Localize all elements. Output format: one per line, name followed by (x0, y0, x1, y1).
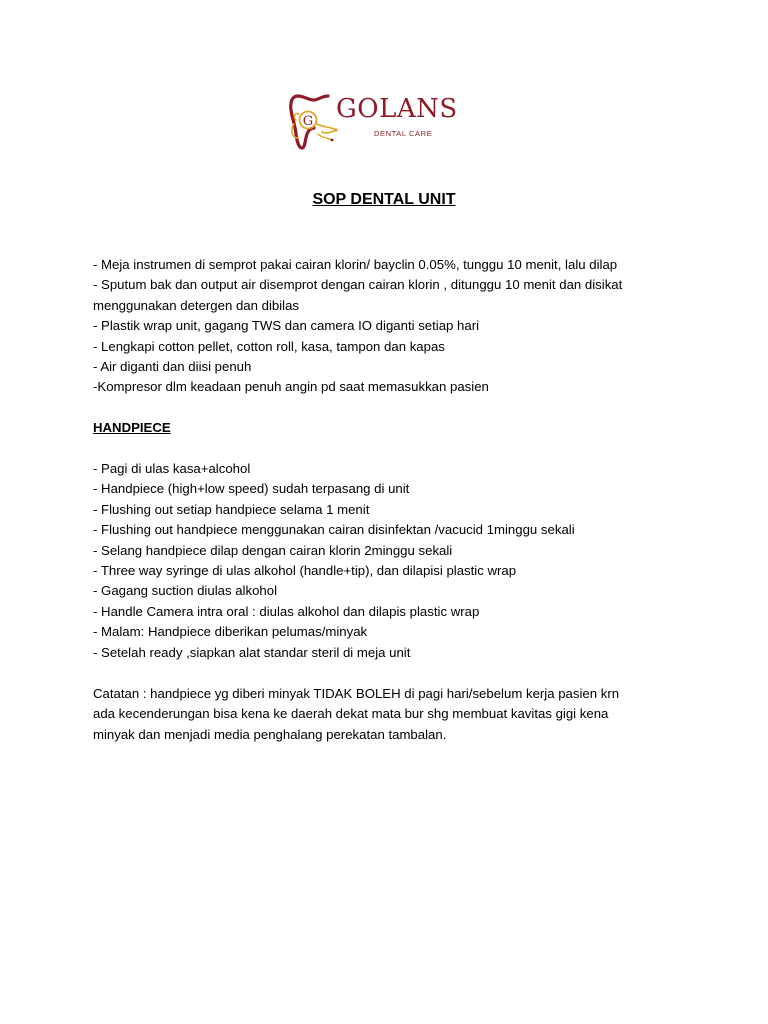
logo-brand-name: GOLANS (336, 94, 458, 124)
list-item: - Malam: Handpiece diberikan pelumas/minyak (93, 624, 368, 640)
list-item: - Pagi di ulas kasa+alcohol (93, 461, 251, 476)
list-item: - Meja instrumen di semprot pakai cairan klorin/ bayclin 0.05%, tunggu 10 menit, lalu dilap (93, 257, 618, 272)
handpiece-heading: HANDPIECE (93, 420, 171, 435)
note-line: Catatan : handpiece yg diberi minyak TIDAK BOLEH di pagi hari/sebelum kerja pasien krn (93, 686, 620, 701)
unit-procedure-list (93, 255, 693, 398)
tooth-logo-icon (288, 90, 340, 152)
list-item: - Handpiece (high+low speed) sudah terpasang di unit (93, 481, 410, 497)
list-item: - Setelah ready ,siapkan alat standar steril di meja unit (93, 644, 411, 660)
list-item: - Flushing out handpiece menggunakan cairan disinfektan /vacucid 1minggu sekali (93, 522, 575, 538)
list-item: - Three way syringe di ulas alkohol (handle+tip), dan dilapisi plastic wrap (93, 563, 517, 579)
list-item: - Sputum bak dan output air disemprot dengan cairan klorin , ditunggu 10 menit dan disikat (93, 277, 623, 293)
list-item: - Handle Camera intra oral : diulas alkohol dan dilapis plastic wrap (93, 603, 480, 619)
golans-logo (288, 90, 488, 152)
note-line: minyak dan menjadi media penghalang perekatan tambalan. (93, 726, 447, 742)
logo-mark-letter: G (302, 114, 314, 129)
logo-subtitle: DENTAL CARE (374, 129, 433, 138)
list-item: - Selang handpiece dilap dengan cairan klorin 2minggu sekali (93, 542, 453, 558)
list-item: - Plastik wrap unit, gagang TWS dan camera IO diganti setiap hari (93, 318, 480, 334)
handpiece-procedure-list (93, 459, 693, 663)
list-item: -Kompresor dlm keadaan penuh angin pd saat memasukkan pasien (93, 379, 489, 395)
list-item: - Air diganti dan diisi penuh (93, 359, 252, 375)
list-item: menggunakan detergen dan dibilas (93, 297, 300, 313)
list-item: - Lengkapi cotton pellet, cotton roll, kasa, tampon dan kapas (93, 338, 445, 354)
list-item: - Gagang suction diulas alkohol (93, 583, 278, 599)
page-title: SOP DENTAL UNIT (312, 191, 456, 208)
list-item: - Flushing out setiap handpiece selama 1 menit (93, 501, 370, 517)
note-line: ada kecenderungan bisa kena ke daerah dekat mata bur shg membuat kavitas gigi kena (93, 706, 609, 722)
note-paragraph (93, 684, 688, 745)
